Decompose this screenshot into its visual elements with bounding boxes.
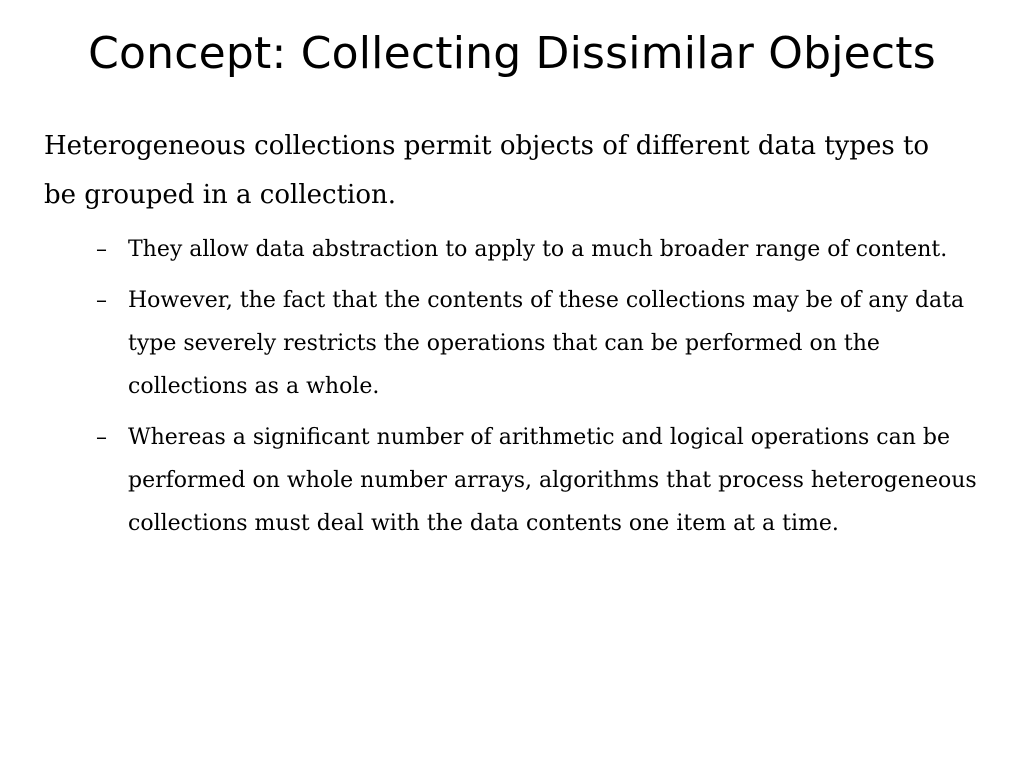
slide-title: Concept: Collecting Dissimilar Objects — [88, 28, 936, 79]
slide-body — [44, 122, 1004, 553]
dash-bullet-marker: – — [96, 425, 107, 450]
bullet-item — [44, 279, 996, 408]
dash-bullet-marker: – — [96, 237, 107, 262]
bullet-list — [44, 228, 1004, 545]
bullet-item — [44, 228, 996, 271]
bullet-text: Whereas a significant number of arithmetic and logical operations can be performed on whole number arrays, algorithms that process heterogeneous collections must deal with the data contents one item at a time. — [128, 425, 977, 536]
bullet-item — [44, 416, 996, 545]
main-paragraph: Heterogeneous collections permit objects of different data types to be grouped in a collection. — [44, 131, 930, 210]
dash-bullet-marker: – — [96, 288, 107, 313]
bullet-text: However, the fact that the contents of these collections may be of any data type severely restricts the operations that can be performed on the collections as a whole. — [128, 288, 965, 399]
bullet-text: They allow data abstraction to apply to a much broader range of content. — [128, 237, 948, 262]
